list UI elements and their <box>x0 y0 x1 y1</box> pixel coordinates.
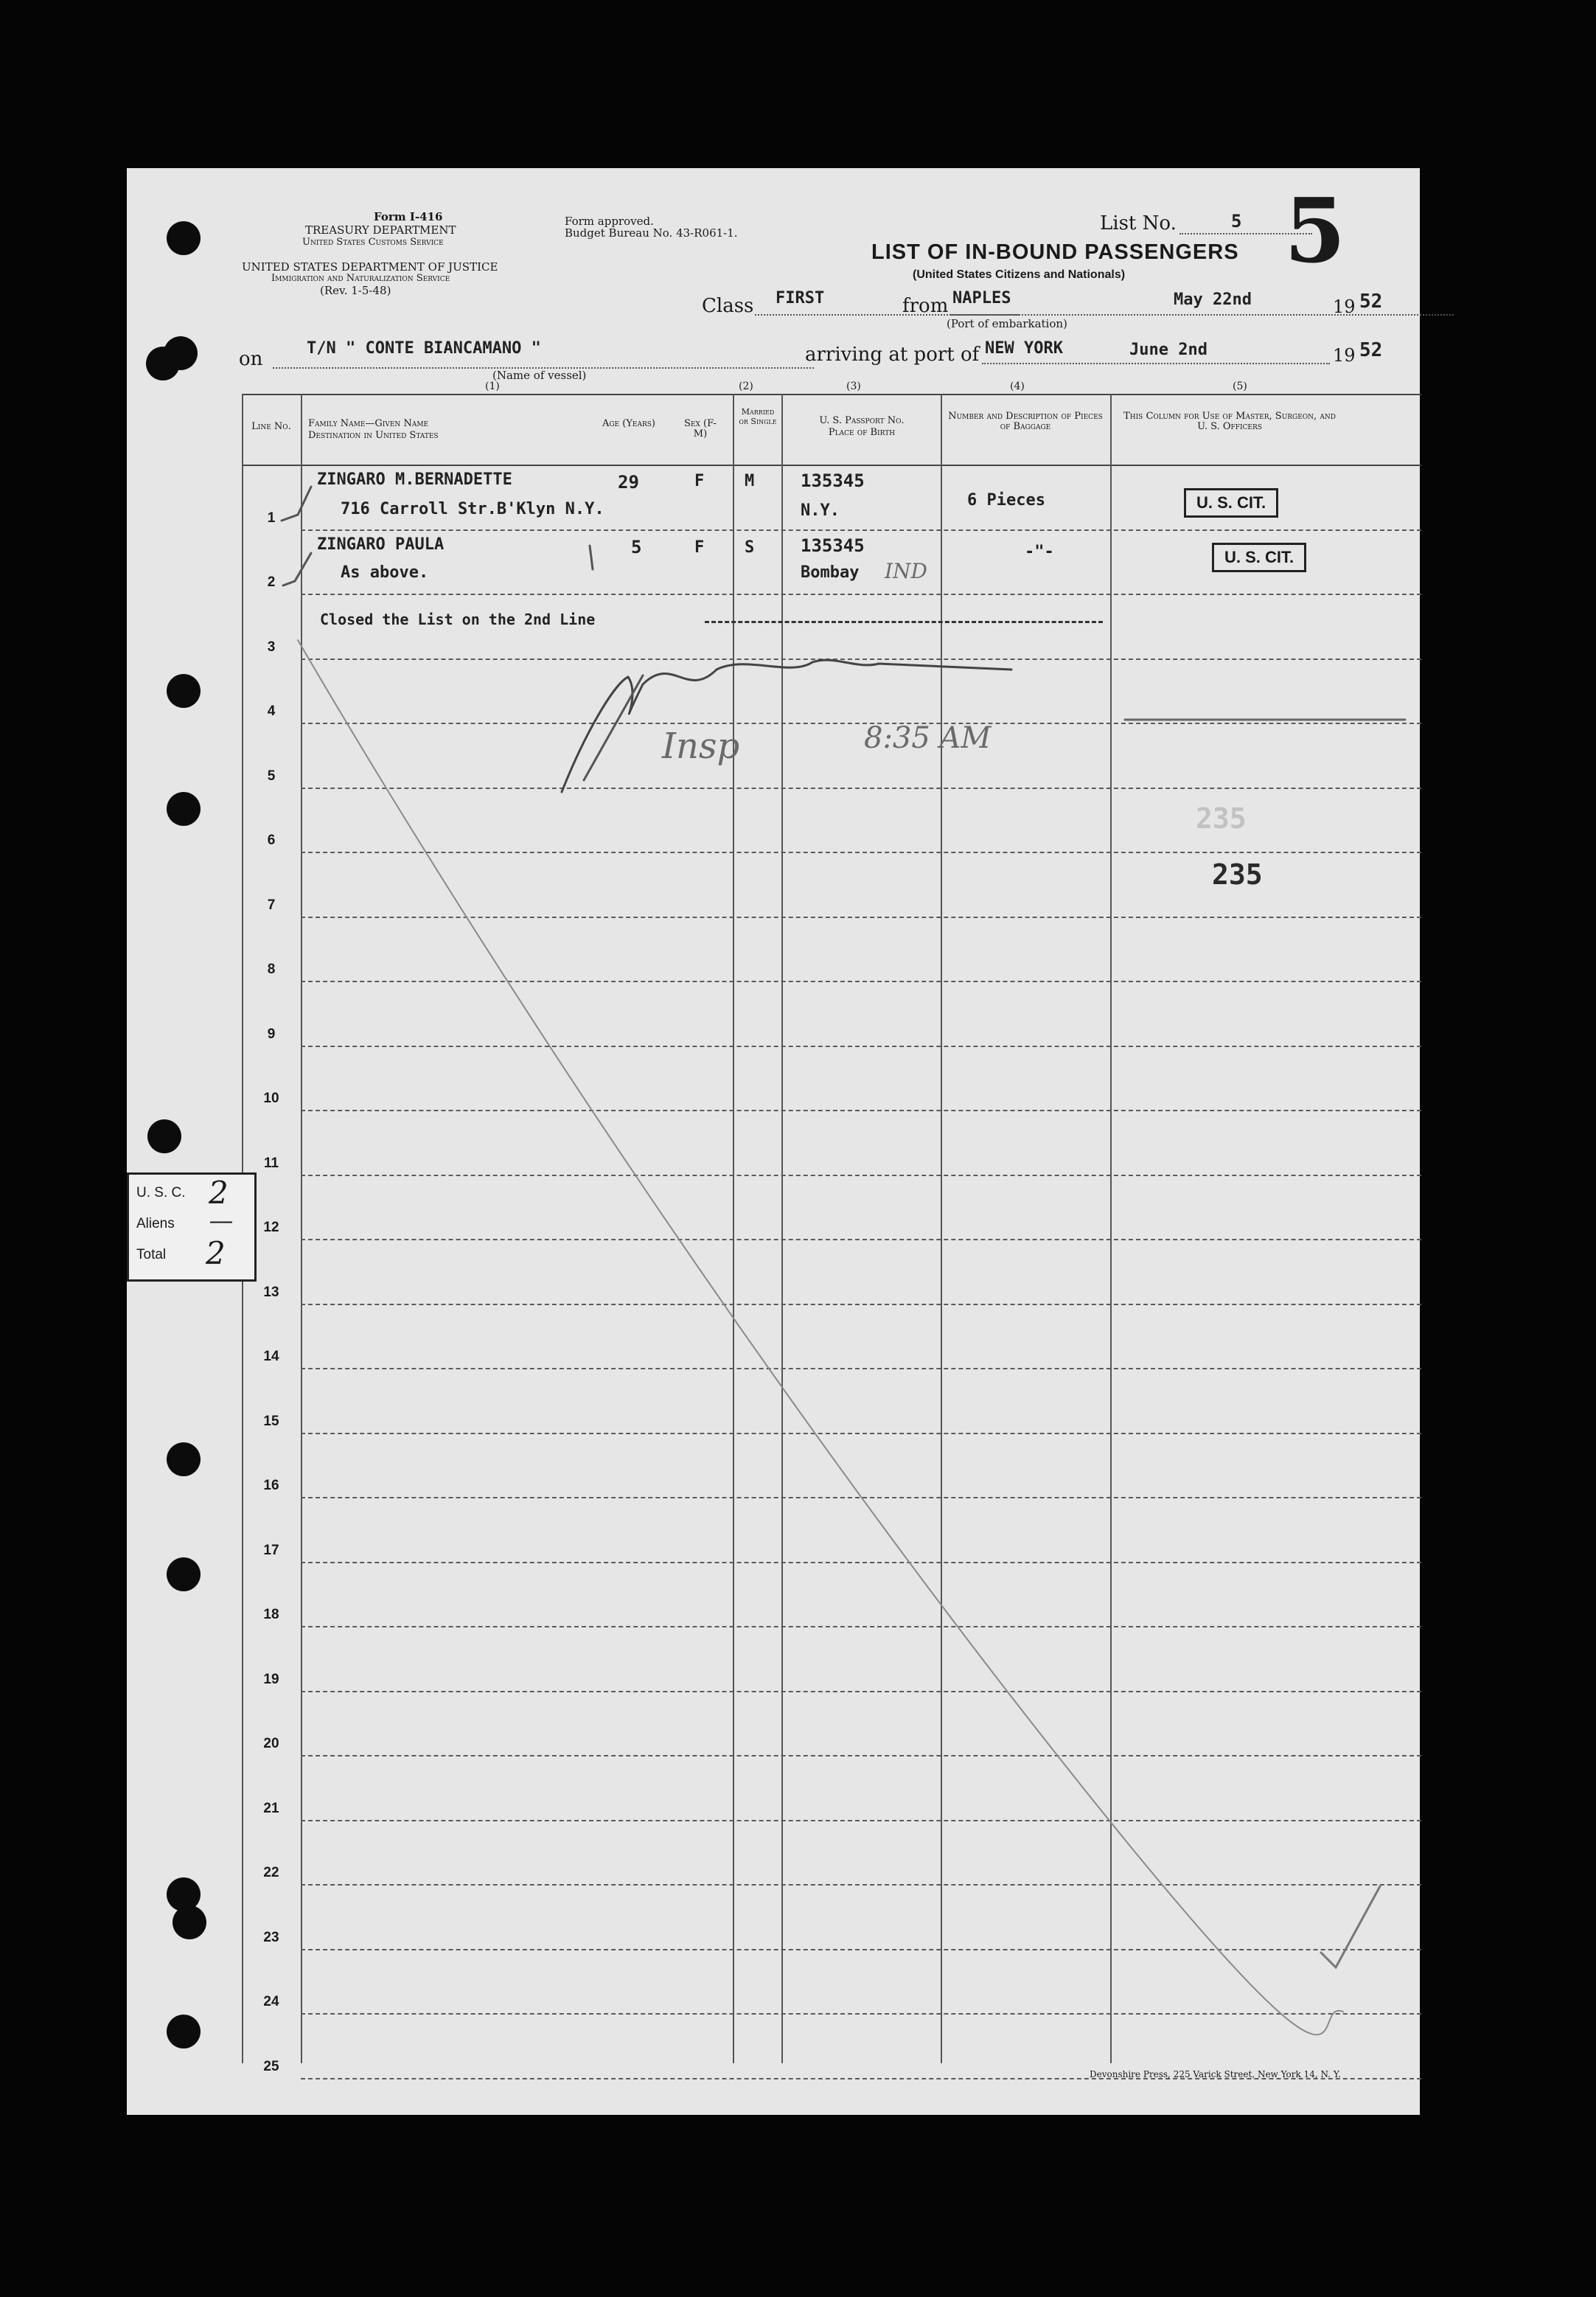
list-no-value: 5 <box>1231 211 1242 232</box>
col-head-baggage: Number and Description of Pieces of Baggage <box>948 411 1103 432</box>
tally-usc-label: U. S. C. <box>136 1185 186 1200</box>
ins-line: Immigration and Naturalization Service <box>271 273 450 284</box>
tally-total-value: 2 <box>206 1235 226 1271</box>
tally-aliens-value: — <box>210 1209 232 1233</box>
line-number: 8 <box>267 962 276 977</box>
faint-number: 235 <box>1196 802 1247 835</box>
revision: (Rev. 1-5-48) <box>320 284 391 297</box>
closed-list-note: Closed the List on the 2nd Line <box>320 611 596 628</box>
stamped-number: 235 <box>1212 858 1263 891</box>
arrival-port: NEW YORK <box>985 339 1063 358</box>
row-1-birthplace: N.Y. <box>801 501 840 520</box>
arrival-date: June 2nd <box>1129 341 1208 359</box>
year-value: 52 <box>1359 291 1383 313</box>
row-1-baggage: 6 Pieces <box>967 491 1045 510</box>
row-1-married: M <box>745 472 755 490</box>
from-value: NAPLES <box>952 289 1011 307</box>
line-number: 7 <box>267 897 276 913</box>
line-number: 18 <box>263 1607 279 1622</box>
pencil-tick-row-2 <box>590 546 593 569</box>
col-num-5: (5) <box>1233 380 1247 392</box>
form-number: Form I-416 <box>374 210 443 223</box>
col-head-age: Age (Years) <box>602 418 656 429</box>
line-number: 3 <box>267 639 276 655</box>
budget-bureau: Budget Bureau No. 43-R061-1. <box>565 226 738 240</box>
row-1-destination: 716 Carroll Str.B'Klyn N.Y. <box>341 500 604 518</box>
col-head-passport: U. S. Passport No. <box>819 415 905 426</box>
arriving-label: arriving at port of <box>805 344 980 366</box>
line-number: 2 <box>267 574 276 590</box>
row-2-birth-note: IND <box>885 559 928 583</box>
pencil-marks <box>127 168 1420 2115</box>
vessel-name: T/N " CONTE BIANCAMANO " <box>307 339 541 358</box>
row-2-baggage: -"- <box>1025 543 1054 561</box>
line-number: 9 <box>267 1026 276 1042</box>
col-head-destination: Destination in United States <box>308 430 439 441</box>
col-num-4: (4) <box>1010 380 1025 392</box>
year2-value: 52 <box>1359 339 1383 361</box>
form-approved: Form approved. <box>565 215 654 228</box>
on-label: on <box>239 348 263 370</box>
line-number: 16 <box>263 1478 279 1493</box>
line-number: 15 <box>263 1413 279 1429</box>
punch-hole <box>167 1557 201 1591</box>
line-number: 13 <box>263 1284 279 1300</box>
col-num-3: (3) <box>846 380 861 392</box>
list-no-big-stamp: 5 <box>1284 179 1346 283</box>
line-number: 5 <box>267 768 276 784</box>
row-1-us-citizen-stamp: U. S. CIT. <box>1184 488 1278 518</box>
line-number: 11 <box>263 1155 279 1171</box>
line-number: 10 <box>263 1091 279 1106</box>
line-number: 6 <box>267 833 276 848</box>
check-mark-2 <box>283 553 311 585</box>
col-num-2: (2) <box>739 380 753 392</box>
row-1-name: ZINGARO M.BERNADETTE <box>317 470 512 489</box>
inspector-initials: Insp <box>662 726 740 767</box>
punch-hole <box>164 336 198 370</box>
line-number: 12 <box>263 1220 279 1235</box>
punch-hole <box>167 221 201 255</box>
col-head-sex: Sex (F-M) <box>684 418 717 439</box>
vessel-caption: (Name of vessel) <box>492 369 587 382</box>
col-head-officers: This Column for Use of Master, Surgeon, and U. S. Officers <box>1123 411 1336 432</box>
line-number: 4 <box>267 703 276 719</box>
department-of-justice: UNITED STATES DEPARTMENT OF JUSTICE <box>242 260 498 274</box>
col-head-birth: Place of Birth <box>828 427 896 438</box>
line-number: 20 <box>263 1736 279 1751</box>
col-head-married: Married or Single <box>739 407 777 426</box>
row-1-sex: F <box>694 472 705 490</box>
punch-hole <box>167 1442 201 1476</box>
row-2-sex: F <box>694 538 705 557</box>
time-note: 8:35 AM <box>864 721 992 755</box>
punch-hole <box>167 674 201 708</box>
tally-aliens-label: Aliens <box>136 1216 175 1231</box>
punch-hole <box>167 792 201 826</box>
departure-date: May 22nd <box>1174 291 1252 309</box>
row-2-us-citizen-stamp: U. S. CIT. <box>1212 543 1306 572</box>
row-1-passport: 135345 <box>801 470 865 491</box>
row-2-passport: 135345 <box>801 535 865 556</box>
check-mark-1 <box>282 487 311 521</box>
row-2-destination: As above. <box>341 563 429 582</box>
form-subtitle: (United States Citizens and Nationals) <box>913 268 1126 281</box>
class-value: FIRST <box>776 289 825 307</box>
list-no-label: List No. <box>1100 212 1177 234</box>
year2-prefix: 19 <box>1333 345 1356 366</box>
punch-hole <box>173 1905 206 1939</box>
port-of-embarkation-caption: (Port of embarkation) <box>947 317 1067 330</box>
tally-usc-value: 2 <box>209 1175 229 1211</box>
punch-hole <box>167 2015 201 2048</box>
diagonal-strike <box>298 640 1343 2034</box>
line-number: 23 <box>263 1929 279 1945</box>
punch-hole <box>147 1119 181 1153</box>
line-number: 14 <box>263 1349 279 1364</box>
printer-credit: Devonshire Press, 225 Varick Street, New York 14, N. Y. <box>1090 2069 1342 2079</box>
row-1-age: 29 <box>618 472 639 493</box>
col-num-1: (1) <box>485 380 500 392</box>
line-number: 24 <box>263 1994 279 2009</box>
row-2-married: S <box>745 538 755 557</box>
year-prefix: 19 <box>1333 296 1356 317</box>
row-2-age: 5 <box>631 537 642 557</box>
tally-box <box>127 1172 257 1282</box>
row-2-name: ZINGARO PAULA <box>317 535 445 554</box>
row-2-birthplace: Bombay <box>801 563 860 582</box>
from-label: from <box>902 295 949 317</box>
right-tick <box>1321 1886 1380 1967</box>
document-page <box>127 168 1420 2115</box>
line-number: 19 <box>263 1671 279 1687</box>
line-number: 17 <box>263 1542 279 1558</box>
col-head-name: Family Name—Given Name <box>308 418 429 429</box>
line-number: 1 <box>267 510 276 526</box>
line-number: 25 <box>263 2058 279 2074</box>
form-title: LIST OF IN-BOUND PASSENGERS <box>871 240 1239 264</box>
treasury-department: TREASURY DEPARTMENT <box>305 223 456 237</box>
line-number: 22 <box>263 1865 279 1880</box>
class-label: Class <box>702 295 754 317</box>
line-number: 21 <box>263 1800 279 1816</box>
col-head-line-no: Line No. <box>251 421 291 432</box>
customs-service: United States Customs Service <box>302 237 444 248</box>
tally-total-label: Total <box>136 1247 167 1262</box>
